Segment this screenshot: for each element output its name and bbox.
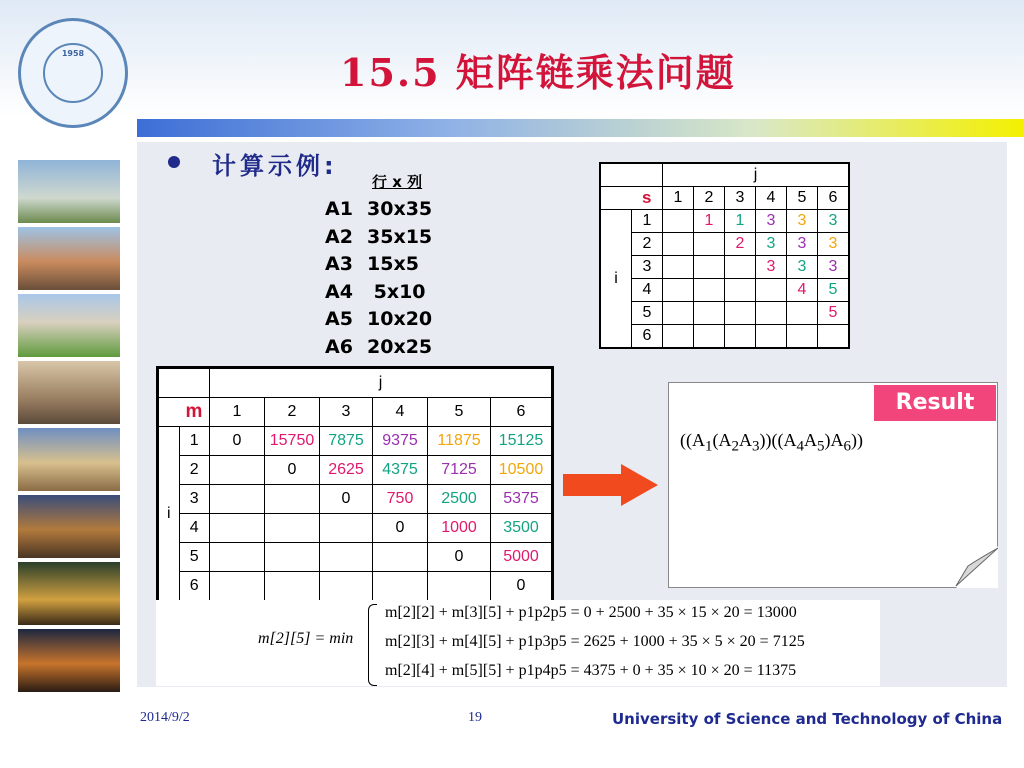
s-table-cell: 3 <box>787 210 818 233</box>
matrix-size: 35x15 <box>367 225 433 248</box>
m-table-cell: 0 <box>265 456 320 485</box>
m-table-cell: 2500 <box>428 485 491 514</box>
s-table-cell: 1 <box>725 210 756 233</box>
footer-date: 2014/9/2 <box>140 710 190 725</box>
s-table-cell <box>663 279 694 302</box>
m-table-cell <box>265 543 320 572</box>
m-table-col-header: 3 <box>320 398 373 427</box>
dims-row <box>325 279 432 307</box>
m-table-row-header: 2 <box>179 456 210 485</box>
s-table-cell <box>725 325 756 349</box>
university-logo <box>18 18 128 128</box>
matrix-name: A2 <box>325 225 353 248</box>
matrix-name: A1 <box>325 198 353 220</box>
matrix-name: A4 <box>325 280 353 303</box>
m-table-cell <box>265 485 320 514</box>
m-table-cell: 2625 <box>320 456 373 485</box>
matrix-size: 15x5 <box>367 253 419 275</box>
matrix-name: A6 <box>325 335 353 358</box>
campus-photo <box>18 160 120 223</box>
campus-photo <box>18 495 120 558</box>
m-table-cell <box>320 572 373 602</box>
s-table-cell <box>694 279 725 302</box>
s-table-cell: 3 <box>787 256 818 279</box>
matrix-size: 30x35 <box>367 198 433 220</box>
right-arrow-icon <box>563 464 658 506</box>
m-table-corner-blank <box>158 368 180 398</box>
campus-photo <box>18 361 120 424</box>
m-table-cell <box>373 543 428 572</box>
m-table-row-header: 3 <box>179 485 210 514</box>
m-table-col-header: 1 <box>210 398 265 427</box>
s-table-cell <box>725 279 756 302</box>
s-table-cell: 3 <box>818 210 850 233</box>
formula-line-1: m[2][2] + m[3][5] + p1p2p5 = 0 + 2500 + 35 × 15 × 20 = 13000 <box>385 604 797 621</box>
m-table-cell <box>210 572 265 602</box>
s-table-col-header: 1 <box>663 187 694 210</box>
m-table-cell: 1000 <box>428 514 491 543</box>
s-table-row-header: 2 <box>632 233 663 256</box>
s-table-col-header: 2 <box>694 187 725 210</box>
bullet-icon <box>168 156 180 168</box>
m-table-cell <box>265 572 320 602</box>
footer-page-number: 19 <box>468 710 482 725</box>
s-table-row-header: 4 <box>632 279 663 302</box>
s-table-cell <box>663 302 694 325</box>
m-table-col-header: 6 <box>491 398 553 427</box>
s-table-corner-label: s <box>632 187 663 210</box>
s-table-cell <box>787 325 818 349</box>
s-table-cell: 3 <box>818 233 850 256</box>
s-table-col-header: 3 <box>725 187 756 210</box>
s-table-cell <box>756 302 787 325</box>
s-table-cell: 5 <box>818 279 850 302</box>
logo-year: 1958 <box>61 49 85 58</box>
s-table-cell: 4 <box>787 279 818 302</box>
s-table-cell <box>756 325 787 349</box>
matrix-size: 10x20 <box>367 308 433 330</box>
m-table-cell: 5000 <box>491 543 553 572</box>
m-table-corner-label: m <box>179 398 210 427</box>
m-table <box>156 366 554 603</box>
m-table-col-header: 4 <box>373 398 428 427</box>
s-table-corner-blank <box>600 163 632 187</box>
m-table-cell: 9375 <box>373 427 428 456</box>
s-table-col-header: 4 <box>756 187 787 210</box>
s-table-cell: 3 <box>787 233 818 256</box>
s-table-cell: 5 <box>818 302 850 325</box>
s-table-cell <box>756 279 787 302</box>
s-table-col-header: 6 <box>818 187 850 210</box>
m-table-cell: 7125 <box>428 456 491 485</box>
dims-row <box>325 334 432 362</box>
s-table-cell <box>725 256 756 279</box>
m-table-cell <box>210 485 265 514</box>
m-table-row-header: 4 <box>179 514 210 543</box>
m-table-cell <box>320 514 373 543</box>
s-table-cell <box>694 325 725 349</box>
s-table-row-header: 5 <box>632 302 663 325</box>
m-table-cell <box>210 456 265 485</box>
m-table-cell <box>428 572 491 602</box>
m-table-cell: 0 <box>320 485 373 514</box>
dims-row <box>325 306 432 334</box>
dims-header: 行 x 列 <box>372 173 423 191</box>
slide-title: 15.5 矩阵链乘法问题 <box>340 50 736 95</box>
m-table-cell: 0 <box>491 572 553 602</box>
m-table-cell: 7875 <box>320 427 373 456</box>
dims-row <box>325 196 432 224</box>
matrix-dimensions-list <box>325 196 432 361</box>
m-table-cell <box>320 543 373 572</box>
m-table-col-header: 2 <box>265 398 320 427</box>
m-table-cell <box>210 514 265 543</box>
s-table-cell <box>694 256 725 279</box>
s-table-cell <box>725 302 756 325</box>
m-table-cell: 15125 <box>491 427 553 456</box>
m-table-cell: 750 <box>373 485 428 514</box>
s-table-corner-blank <box>632 163 663 187</box>
m-table-cell: 3500 <box>491 514 553 543</box>
m-table-cell: 5375 <box>491 485 553 514</box>
s-table-cell <box>663 325 694 349</box>
result-badge: Result <box>874 385 996 421</box>
campus-photo-strip <box>18 160 120 700</box>
s-table-row-header: 6 <box>632 325 663 349</box>
m-table-row-header: 5 <box>179 543 210 572</box>
s-table-row-header: 3 <box>632 256 663 279</box>
m-table-blank <box>158 398 180 427</box>
s-table <box>599 162 850 349</box>
formula-line-3: m[2][4] + m[5][5] + p1p4p5 = 4375 + 0 + 35 × 10 × 20 = 11375 <box>385 662 797 679</box>
s-table-cell: 3 <box>756 256 787 279</box>
s-table-cell <box>787 302 818 325</box>
m-table-col-header: 5 <box>428 398 491 427</box>
campus-photo <box>18 294 120 357</box>
campus-photo <box>18 562 120 625</box>
m-table-cell: 0 <box>428 543 491 572</box>
matrix-name: A3 <box>325 253 353 275</box>
matrix-size: 5x10 <box>367 280 426 303</box>
s-table-cell: 2 <box>725 233 756 256</box>
s-table-cell <box>818 325 850 349</box>
m-table-cell <box>265 514 320 543</box>
formula-lhs: m[2][5] = min <box>258 630 354 647</box>
m-table-cell: 10500 <box>491 456 553 485</box>
s-table-cell <box>694 233 725 256</box>
s-table-cell: 1 <box>694 210 725 233</box>
matrix-size: 20x25 <box>367 335 433 358</box>
s-table-cell <box>663 256 694 279</box>
brace-icon <box>368 604 377 686</box>
bullet-heading: 计算示例: <box>212 152 338 180</box>
m-table-i-label: i <box>158 427 180 602</box>
s-table-cell <box>663 210 694 233</box>
s-table-cell: 3 <box>756 210 787 233</box>
s-table-cell <box>663 233 694 256</box>
m-table-cell <box>373 572 428 602</box>
footer-university: University of Science and Technology of China <box>612 710 1003 728</box>
campus-photo <box>18 227 120 290</box>
m-table-row-header: 1 <box>179 427 210 456</box>
m-table-row-header: 6 <box>179 572 210 602</box>
dims-row <box>325 224 432 252</box>
m-table-corner-blank <box>179 368 210 398</box>
s-table-cell: 3 <box>818 256 850 279</box>
s-table-row-header: 1 <box>632 210 663 233</box>
s-table-cell: 3 <box>756 233 787 256</box>
s-table-i-label: i <box>600 210 632 349</box>
s-table-col-header: 5 <box>787 187 818 210</box>
m-table-cell: 0 <box>373 514 428 543</box>
campus-photo <box>18 629 120 692</box>
m-table-cell: 11875 <box>428 427 491 456</box>
title-gradient-bar <box>137 119 1024 137</box>
campus-photo <box>18 428 120 491</box>
matrix-name: A5 <box>325 308 353 330</box>
m-table-cell <box>210 543 265 572</box>
s-table-j-label: j <box>663 163 850 187</box>
m-table-j-label: j <box>210 368 553 398</box>
s-table-blank <box>600 187 632 210</box>
m-table-cell: 0 <box>210 427 265 456</box>
m-table-cell: 15750 <box>265 427 320 456</box>
formula-line-2: m[2][3] + m[4][5] + p1p3p5 = 2625 + 1000 + 35 × 5 × 20 = 7125 <box>385 633 805 650</box>
s-table-cell <box>694 302 725 325</box>
dims-row <box>325 251 432 279</box>
result-expression: $((A_1(A_2A_3))((A_4A_5)A_6))$ <box>680 430 863 455</box>
m-table-cell: 4375 <box>373 456 428 485</box>
